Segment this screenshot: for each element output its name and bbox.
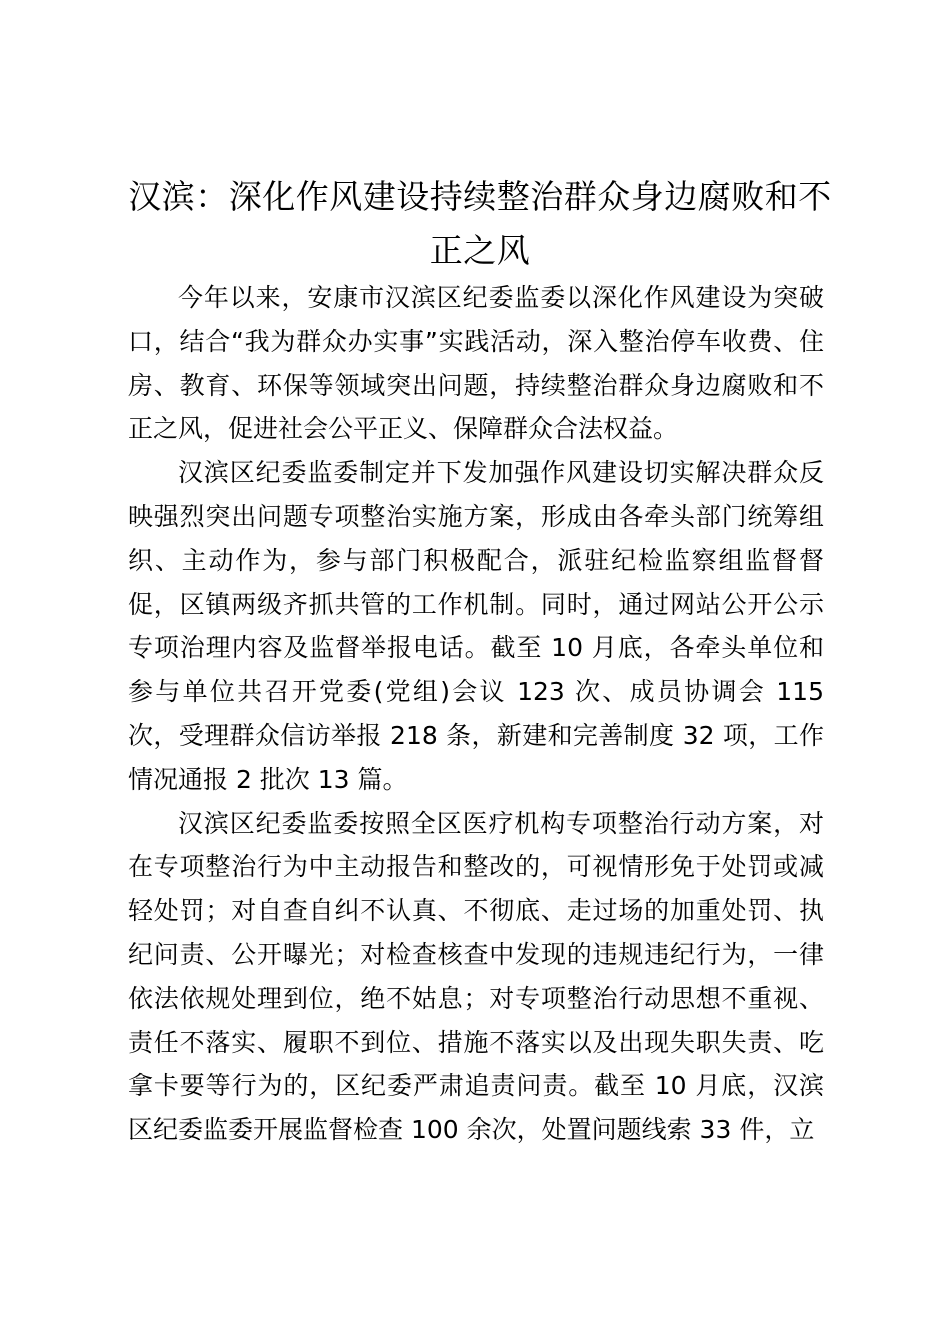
article-body — [128, 276, 824, 1152]
paragraph-2: 汉滨区纪委监委制定并下发加强作风建设切实解决群众反映强烈突出问题专项整治实施方案，形成由各牵头部门统筹组织、主动作为，参与部门积极配合，派驻纪检监察组监督督促，区镇两级齐抓共管的工作机制。同时，通过网站公开公示专项治理内容及监督举报电话。截至 10 月底，各牵头单位和参与单位共召开党委(党组)会议 123 次、成员协调会 115 次，受理群众信访举报 218 条，新建和完善制度 32 项，工作情况通报 2 批次 13 篇。 — [128, 458, 824, 794]
paragraph-3: 汉滨区纪委监委按照全区医疗机构专项整治行动方案，对在专项整治行为中主动报告和整改的，可视情形免于处罚或减轻处罚；对自查自纠不认真、不彻底、走过场的加重处罚、执纪问责、公开曝光；对检查核查中发现的违规违纪行为，一律依法依规处理到位，绝不姑息；对专项整治行动思想不重视、责任不落实、履职不到位、措施不落实以及出现失职失责、吃拿卡要等行为的，区纪委严肃追责问责。截至 10 月底，汉滨区纪委监委开展监督检查 100 余次，处置问题线索 33 件，立 — [128, 808, 824, 1145]
page-title: 汉滨：深化作风建设持续整治群众身边腐败和不正之风 — [128, 177, 832, 270]
paragraph-1: 今年以来，安康市汉滨区纪委监委以深化作风建设为突破口，结合“我为群众办实事”实践活动，深入整治停车收费、住房、教育、环保等领域突出问题，持续整治群众身边腐败和不正之风，促进社会公平正义、保障群众合法权益。 — [128, 283, 824, 444]
